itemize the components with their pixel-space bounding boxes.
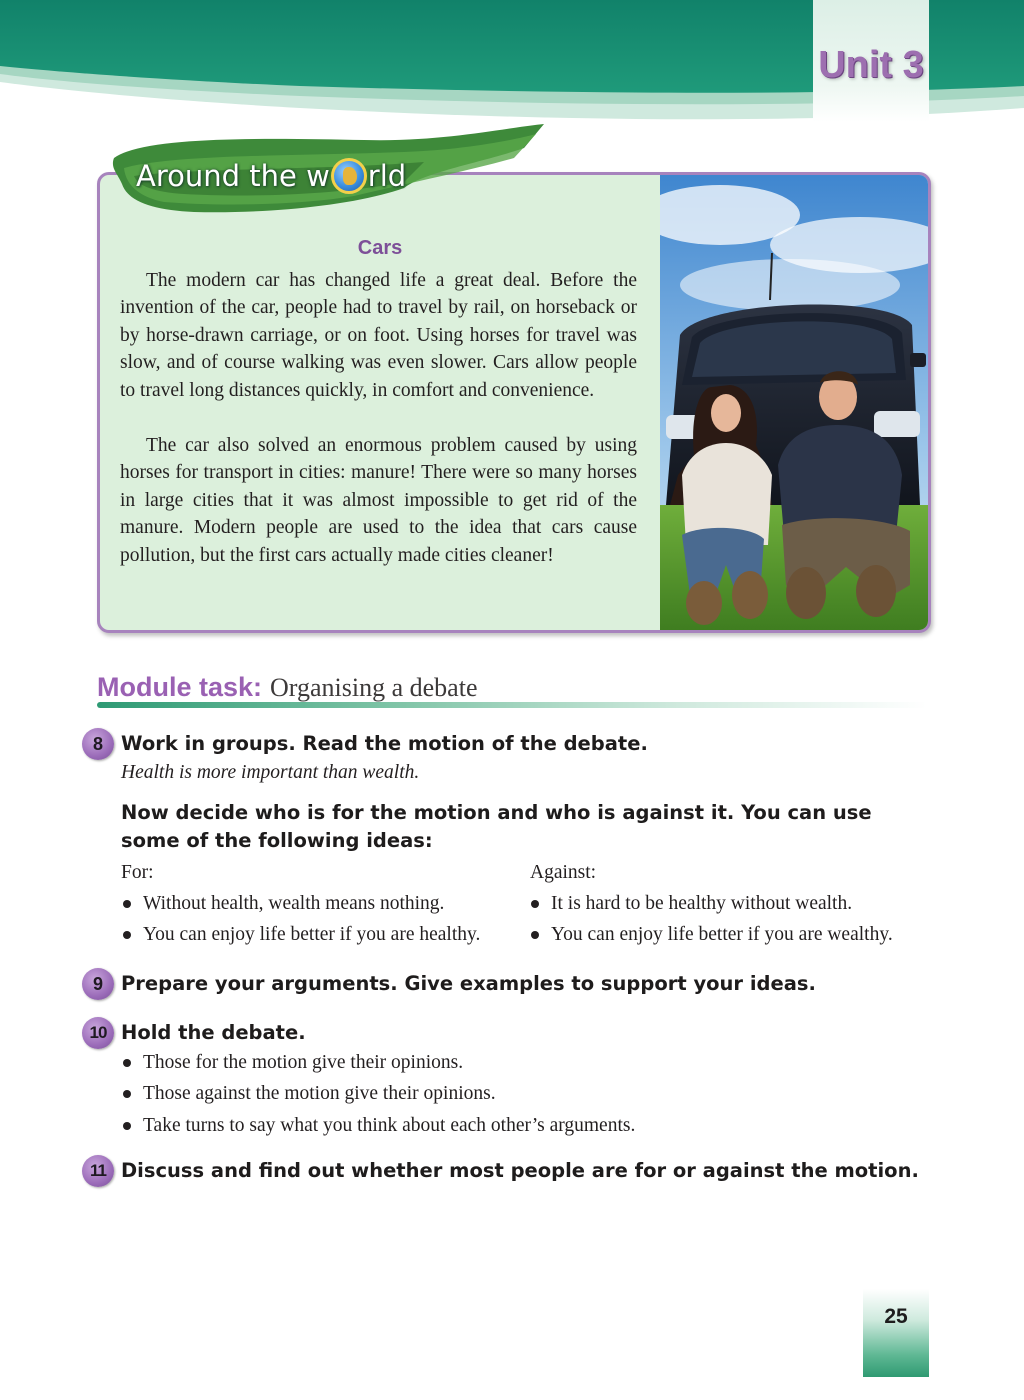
list-item: Those against the motion give their opinions. (121, 1078, 635, 1109)
task-8-instruction-2: Now decide who is for the motion and who is against it. You can use some of the following ideas: (121, 801, 872, 852)
around-the-world-box (97, 172, 931, 633)
task-number-10: 10 (82, 1017, 114, 1049)
article-paragraph-2: The car also solved an enormous problem caused by using horses for transport in cities: manure! There were so many horses in large cities that it was almost impossible to get rid of the manure. Modern people are used to the idea that cars cause pollution, but the first cars actually made cities cleaner! (120, 435, 637, 566)
module-task-label: Module task: (97, 672, 263, 702)
task-number-8: 8 (82, 728, 114, 760)
list-item: It is hard to be healthy without wealth. (529, 888, 893, 919)
against-label: Against: (530, 862, 597, 883)
list-item: You can enjoy life better if you are wealthy. (529, 919, 893, 950)
list-item: You can enjoy life better if you are healthy. (121, 919, 480, 950)
against-list (529, 888, 893, 951)
module-task-heading (97, 672, 478, 703)
task-10-instruction: Hold the debate. (121, 1021, 306, 1044)
list-item: Those for the motion give their opinions. (121, 1047, 635, 1078)
page-number-tab (863, 1289, 929, 1377)
task-number-9: 9 (82, 968, 114, 1000)
list-item: Take turns to say what you think about each other’s arguments. (121, 1110, 635, 1141)
task-9-instruction: Prepare your arguments. Give examples to support your ideas. (121, 972, 816, 995)
module-divider (97, 702, 927, 708)
for-label: For: (121, 862, 154, 883)
list-item: Without health, wealth means nothing. (121, 888, 480, 919)
article-paragraph-1: The modern car has changed life a great deal. Before the invention of the car, people had to travel by rail, on horseback or by horse-drawn carriage, or on foot. Using horses for travel was slow, and of course walking was even slower. Cars allow people to travel long distances quickly, in comfort and convenience. (120, 270, 637, 401)
around-the-world-title (136, 158, 406, 194)
for-list (121, 888, 480, 951)
task-8-instruction: Work in groups. Read the motion of the debate. (121, 732, 648, 755)
article-text-area (100, 175, 660, 630)
title-part-1: Around the w (136, 159, 330, 193)
title-part-2: rld (367, 159, 407, 193)
module-task-title: Organising a debate (270, 673, 478, 702)
unit-label: Unit 3 (818, 44, 924, 86)
task-10-list (121, 1047, 635, 1141)
task-number-11: 11 (82, 1155, 114, 1187)
globe-icon (331, 158, 367, 194)
article-title: Cars (357, 237, 403, 259)
car-photo (660, 175, 928, 630)
debate-motion: Health is more important than wealth. (121, 762, 420, 783)
task-11-instruction: Discuss and find out whether most people are for or against the motion. (121, 1159, 919, 1182)
page-number: 25 (884, 1305, 908, 1328)
